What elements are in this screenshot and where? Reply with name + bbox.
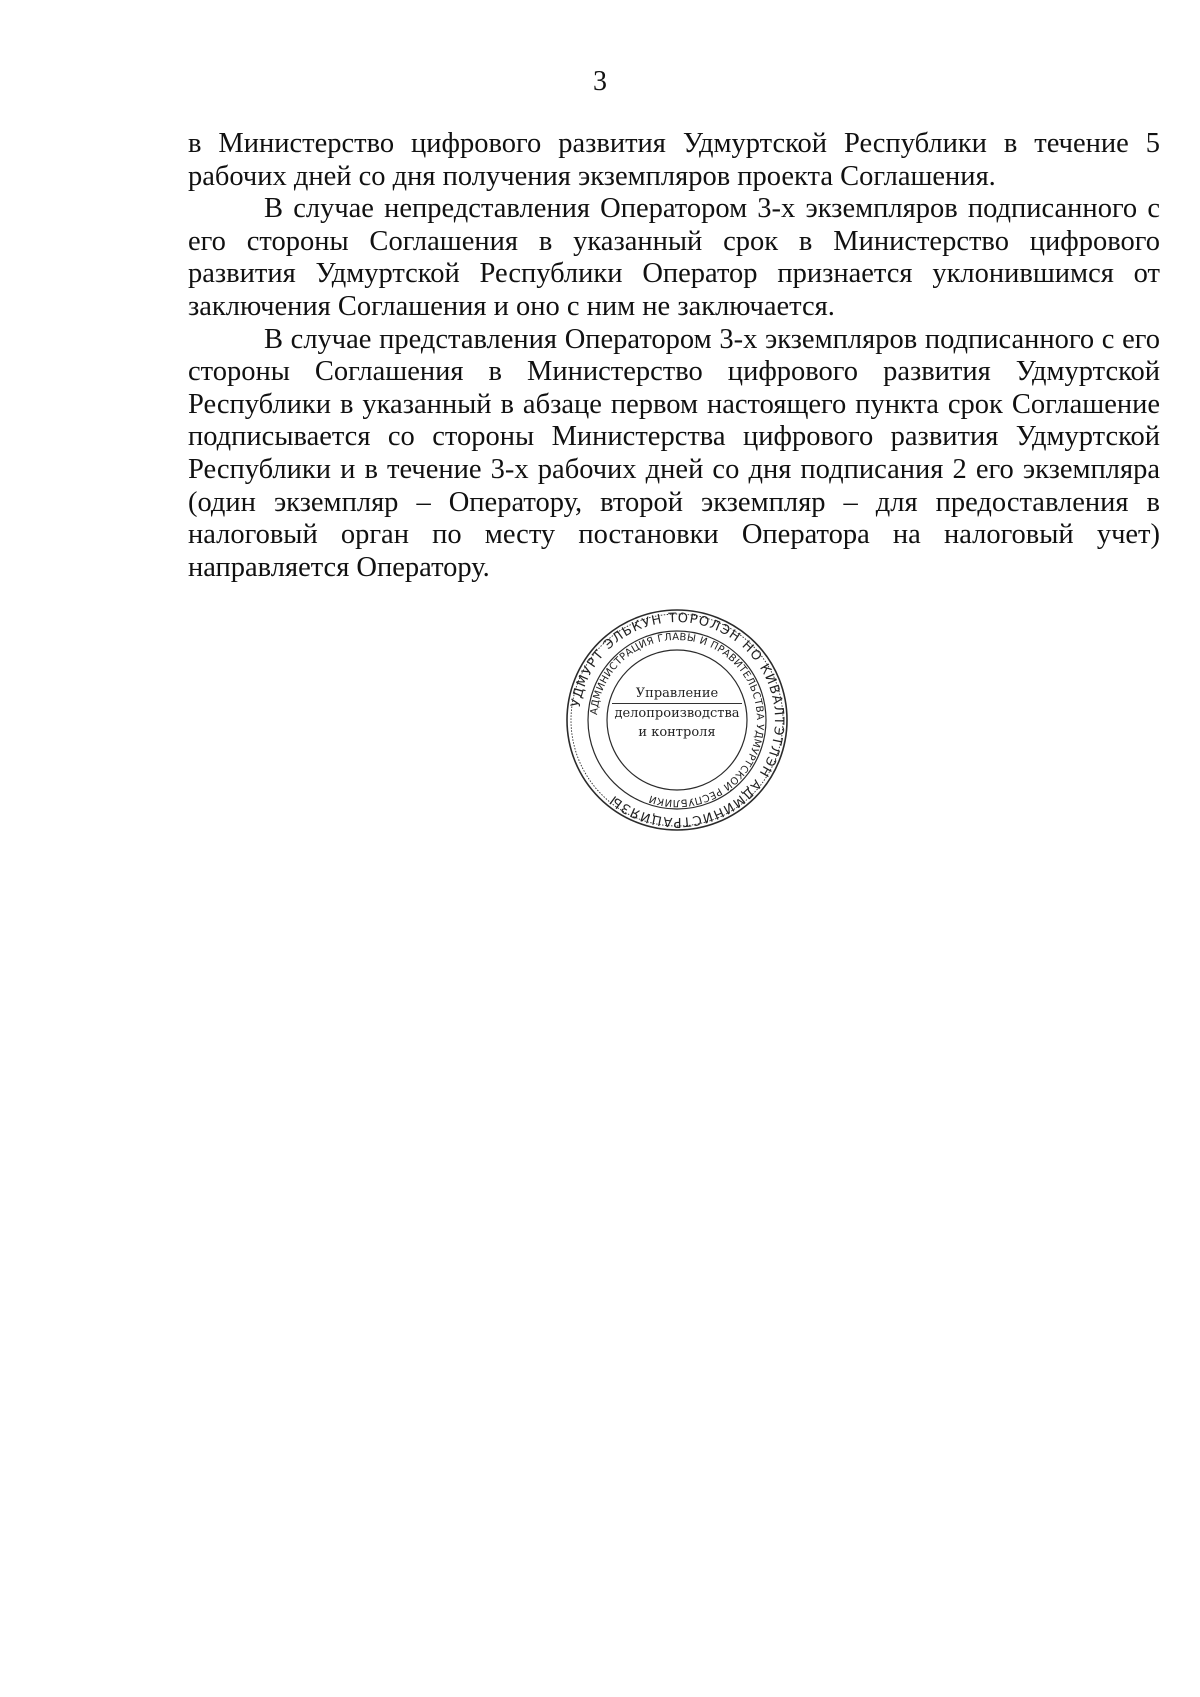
official-seal-stamp (565, 608, 789, 832)
stamp-center-line-2: делопроизводства (614, 706, 740, 721)
stamp-outer-ring-text: УДМУРТ ЭЛЬКУН ТОРОЛЭН НО КИВАЛТЭТЛЭН АДМИНИСТРАЦИЯЗЫ (568, 610, 787, 830)
stamp-center-line-3: и контроля (638, 725, 716, 740)
stamp-center-line-1: Управление (612, 684, 742, 704)
paragraph-submission: В случае представления Оператором 3-х экземпляров подписанного с его стороны Соглашения в Министерство цифрового развития Удмуртской Республики в указанный в абзаце первом настоящего пункта срок Соглашение подписывается со стороны Министерства цифрового развития Удмуртской Республики и в течение 3-х рабочих дней со дня подписания 2 его экземпляра (один экземпляр – Оператору, второй экземпляр – для предоставления в налоговый орган по месту постановки Оператора на налоговый учет) направляется Оператору. (188, 323, 1160, 583)
document-body (188, 128, 1160, 584)
stamp-center-text (612, 684, 742, 742)
paragraph-continuation: в Министерство цифрового развития Удмуртской Республики в течение 5 рабочих дней со дня получения экземпляров проекта Соглашения. (188, 128, 1160, 192)
page-number: 3 (593, 66, 607, 97)
paragraph-non-submission: В случае непредставления Оператором 3-х экземпляров подписанного с его стороны Соглашения в указанный срок в Министерство цифрового развития Удмуртской Республики Оператор признается уклонившимся от заключения Соглашения и оно с ним не заключается. (188, 193, 1160, 322)
stamp-inner-ring-text: АДМИНИСТРАЦИЯ ГЛАВЫ И ПРАВИТЕЛЬСТВА УДМУРТСКОЙ РЕСПУБЛИКИ (589, 631, 766, 809)
